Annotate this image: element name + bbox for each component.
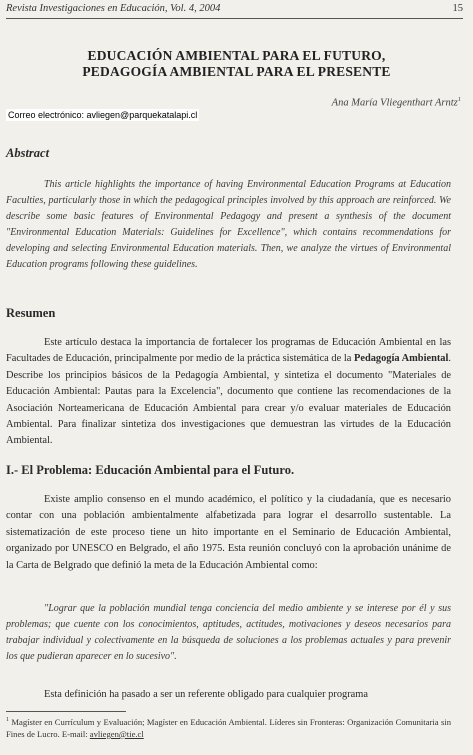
- footnote-text: Magíster en Currículum y Evaluación; Magíster en Educación Ambiental. Líderes sin Fronteras: Organización Comunitaria sin Fines de Lucro. E-mail:: [6, 716, 451, 739]
- email-overlay: Correo electrónico: avliegen@parquekatalapi.cl: [8, 110, 198, 120]
- author-name: Ana María Vliegenthart Arntz: [331, 97, 458, 109]
- section-heading: I.- El Problema: Educación Ambiental para el Futuro.: [6, 463, 295, 477]
- belgrade-quote: "Lograr que la población mundial tenga conciencia del medio ambiente y se interese por él y sus problemas; que cuente con los conocimientos, aptitudes, actitudes, motivaciones y deseos necesarios para trabajar individual y colectivamente en la búsqueda de soluciones a los problemas actuales y para prevenir los que pudieran aparecer en lo sucesivo".: [6, 603, 451, 662]
- continuing-paragraph: Esta definición ha pasado a ser un referente obligado para cualquier programa: [44, 689, 368, 700]
- author-footnote-mark: 1: [457, 96, 461, 103]
- footnote-mark: 1: [6, 717, 9, 723]
- author-byline: [332, 96, 461, 109]
- resumen-bold-term: Pedagogía Ambiental: [353, 353, 449, 365]
- resumen-text: [6, 335, 451, 450]
- abstract-text: This article highlights the importance of having Environmental Education Programs at Education Faculties, particularly those in which the pedagogical principles involved by this approach are reinforced. We describe some basic features of Environmental Pedagogy and present a synthesis of the document "Environmental Education Materials: Guidelines for Excellence", which contains recommendations for developing and selecting Environmental Education materials. Then, we analyze the virtues of Environmental Education programs following these guidelines.: [6, 179, 451, 270]
- resumen-text-start: Este artículo destaca la importancia de fortalecer los programas de Educación Ambiental en las Facultades de Educación, principalmente por medio de la práctica sistemática de la: [6, 337, 451, 365]
- resumen-heading: Resumen: [6, 306, 56, 320]
- running-header: [6, 3, 463, 19]
- footnote: [6, 714, 451, 740]
- title-line-2: PEDAGOGÍA AMBIENTAL PARA EL PRESENTE: [82, 64, 391, 79]
- title-line-1: EDUCACIÓN AMBIENTAL PARA EL FUTURO,: [87, 48, 386, 63]
- page-number: 15: [452, 3, 463, 14]
- journal-citation: Revista Investigaciones en Educación, Vol. 4, 2004: [6, 3, 221, 14]
- article-title: [0, 48, 473, 80]
- section-paragraph: Existe amplio consenso en el mundo académico, el político y la ciudadanía, que es necesario contar con una población ambientalmente alfabetizada para lograr el desarrollo sustentable. La sistematización de este proceso tiene un hito importante en el Seminario de Educación Ambiental, organizado por UNESCO en Belgrado, el año 1975. Esta reunión concluyó con la aprobación unánime de la Carta de Belgrado que definió la meta de la Educación Ambiental como:: [6, 494, 451, 571]
- resumen-text-end: . Describe los principios básicos de la Pedagogía Ambiental, y sintetiza el documento "Materiales de Educación Ambiental: Pautas para la Excelencia", documento que contiene las recomendaciones de la Asociación Norteamericana de Educación Ambiental para crear y/o evaluar materiales de Educación Ambiental. Para finalizar sintetiza dos investigaciones que demuestran las virtudes de la Educación Ambiental.: [6, 353, 452, 447]
- footnote-divider: [6, 711, 126, 712]
- abstract-heading: Abstract: [6, 146, 50, 160]
- footnote-email[interactable]: avliegen@tie.cl: [89, 728, 144, 739]
